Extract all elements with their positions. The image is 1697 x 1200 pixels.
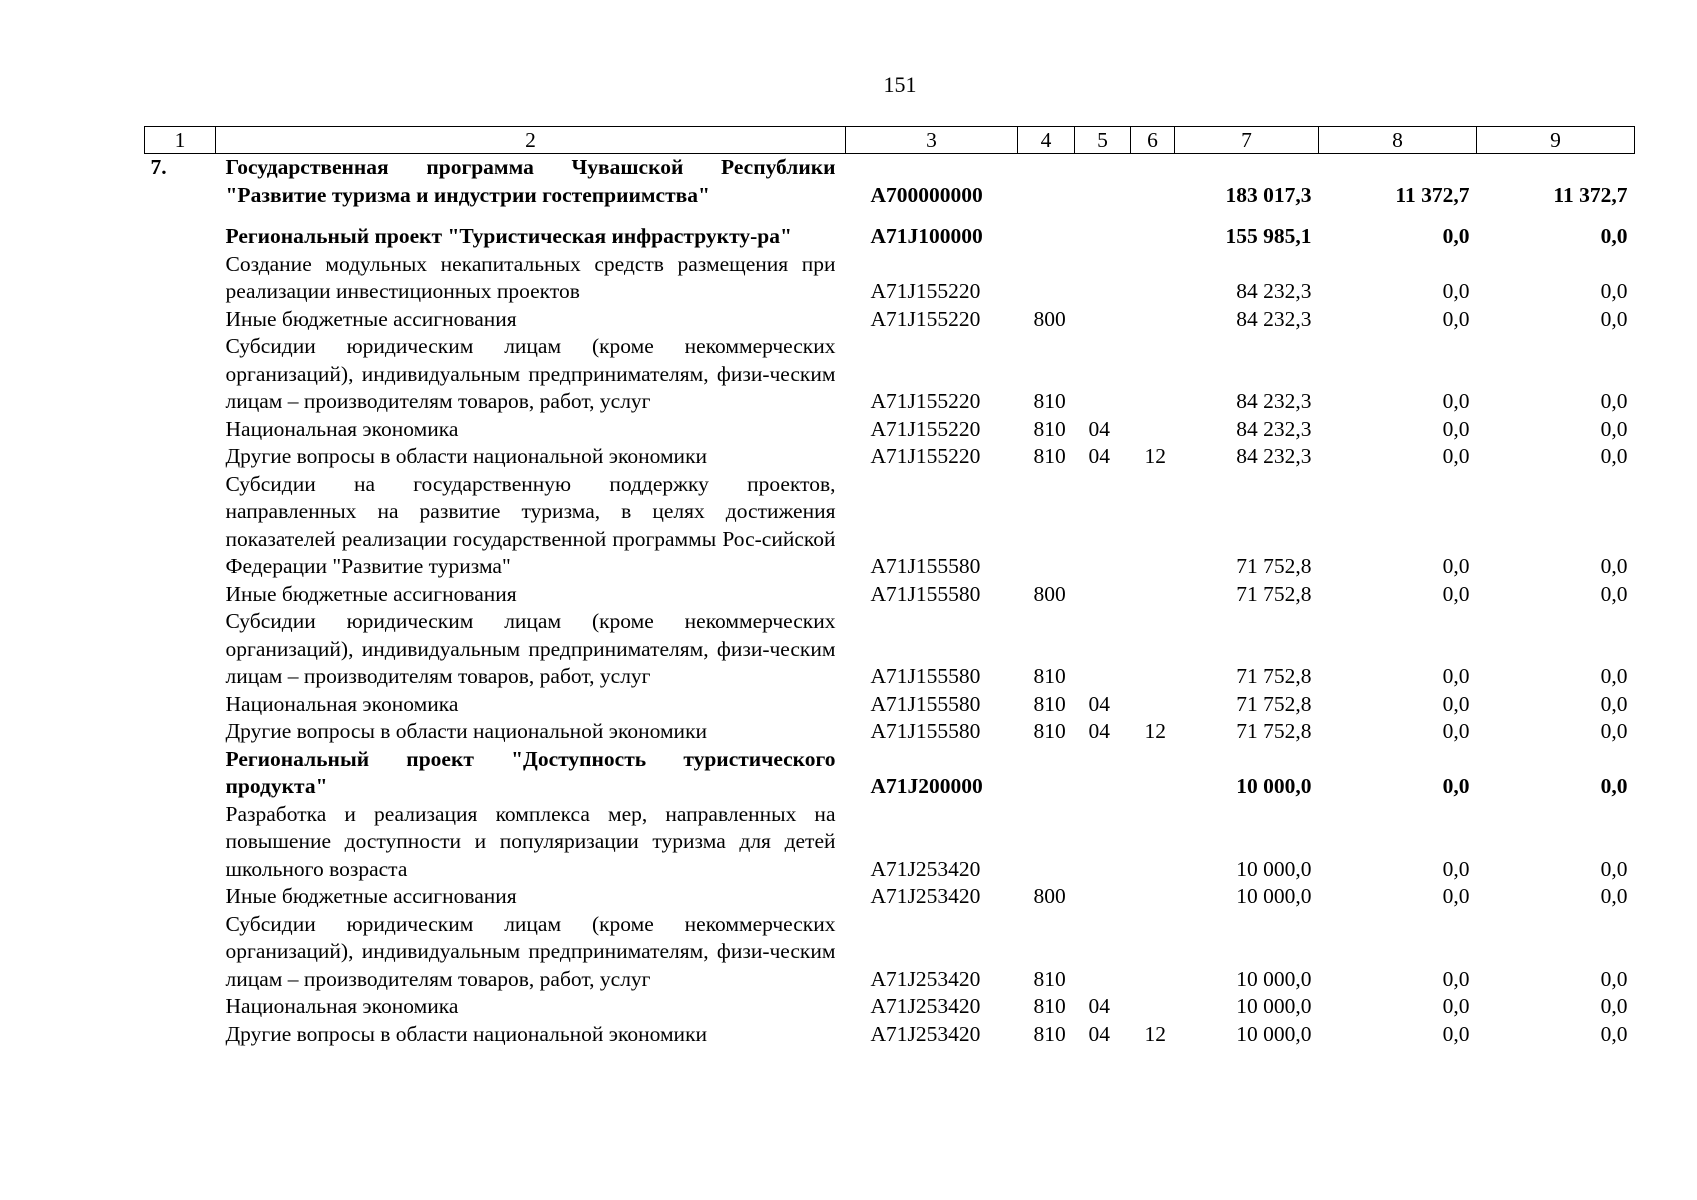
subsection-cell: 12 — [1144, 1021, 1166, 1046]
item-name-cell: Другие вопросы в области национальной экономики — [225, 719, 708, 743]
amount-col9-cell: 0,0 — [1600, 444, 1628, 468]
target-article-cell: А71J155220 — [870, 444, 981, 468]
spacer-cell — [145, 209, 1635, 223]
item-name-cell: Субсидии юридическим лицам (кроме некоммерческих организаций), индивидуальным предпринимателям, физи-ческим лицам – производителям товаров, работ, услуг — [225, 911, 836, 991]
target-article-cell: А71J253420 — [870, 994, 981, 1018]
header-cell: 4 — [1018, 127, 1075, 154]
target-article-cell: А71J155220 — [870, 306, 981, 331]
item-name-cell: Субсидии юридическим лицам (кроме некоммерческих организаций), индивидуальным предпринимателям, физи-ческим лицам – производителям товаров, работ, услуг — [225, 334, 836, 413]
row-number-cell — [145, 306, 216, 334]
amount-col9-cell: 0,0 — [1600, 554, 1628, 578]
header-cell: 5 — [1075, 127, 1131, 154]
amount-col9-cell: 0,0 — [1600, 774, 1628, 798]
item-name-cell: Иные бюджетные ассигнования — [225, 884, 517, 908]
amount-col7-cell: 71 752,8 — [1236, 719, 1312, 743]
section-cell — [1075, 581, 1131, 609]
header-cell: 2 — [216, 127, 846, 154]
target-article-cell: А71J200000 — [870, 774, 983, 798]
amount-col8-cell: 0,0 — [1442, 774, 1470, 798]
amount-col8-cell: 11 372,7 — [1395, 182, 1470, 207]
amount-col8-cell: 0,0 — [1442, 389, 1470, 413]
section-cell — [1075, 608, 1131, 691]
amount-col7-cell: 10 000,0 — [1236, 994, 1312, 1018]
expense-type-cell — [1018, 154, 1075, 210]
header-cell: 3 — [846, 127, 1018, 154]
amount-col8-cell: 0,0 — [1442, 856, 1470, 881]
target-article-cell: А71J155220 — [870, 389, 981, 413]
table-row — [145, 333, 1635, 416]
row-number-cell — [145, 746, 216, 801]
amount-col9-cell: 0,0 — [1600, 966, 1628, 991]
table-row — [145, 691, 1635, 719]
subsection-cell — [1131, 154, 1175, 210]
header-cell: 9 — [1477, 127, 1635, 154]
subsection-cell — [1131, 746, 1175, 801]
section-cell — [1075, 471, 1131, 581]
target-article-cell: А71J155220 — [870, 279, 981, 303]
table-row — [145, 801, 1635, 884]
expense-type-cell — [1018, 801, 1075, 884]
amount-col9-cell: 0,0 — [1600, 719, 1628, 743]
expense-type-cell: 810 — [1033, 966, 1066, 991]
row-number-cell — [145, 993, 216, 1021]
section-cell — [1075, 223, 1131, 251]
amount-col9-cell: 0,0 — [1600, 691, 1628, 716]
amount-col7-cell: 10 000,0 — [1236, 1021, 1312, 1046]
expense-type-cell: 810 — [1033, 994, 1066, 1018]
amount-col7-cell: 71 752,8 — [1236, 581, 1312, 606]
row-number-cell — [145, 416, 216, 444]
amount-col7-cell: 84 232,3 — [1236, 306, 1312, 331]
amount-col7-cell: 183 017,3 — [1225, 182, 1312, 207]
section-cell: 04 — [1088, 416, 1110, 441]
section-cell — [1075, 911, 1131, 994]
subsection-cell — [1131, 883, 1175, 911]
expense-type-cell — [1018, 471, 1075, 581]
subsection-cell — [1131, 691, 1175, 719]
table-row — [145, 471, 1635, 581]
amount-col9-cell: 0,0 — [1600, 306, 1628, 331]
section-cell: 04 — [1088, 719, 1110, 743]
subsection-cell — [1131, 911, 1175, 994]
amount-col8-cell: 0,0 — [1442, 1021, 1470, 1046]
amount-col8-cell: 0,0 — [1442, 966, 1470, 991]
amount-col8-cell: 0,0 — [1442, 444, 1470, 468]
expense-type-cell: 810 — [1033, 444, 1066, 468]
section-cell: 04 — [1088, 444, 1110, 468]
row-number-cell — [145, 718, 216, 746]
expense-type-cell: 810 — [1033, 416, 1066, 441]
subsection-cell — [1131, 471, 1175, 581]
amount-col7-cell: 84 232,3 — [1236, 389, 1312, 413]
amount-col7-cell: 10 000,0 — [1236, 966, 1312, 991]
amount-col9-cell: 0,0 — [1600, 884, 1628, 908]
amount-col7-cell: 10 000,0 — [1236, 884, 1312, 908]
section-cell — [1075, 154, 1131, 210]
section-cell — [1075, 801, 1131, 884]
page-number: 151 — [883, 72, 917, 97]
amount-col8-cell: 0,0 — [1442, 224, 1470, 248]
row-number-cell — [145, 251, 216, 306]
amount-col9-cell: 0,0 — [1600, 416, 1628, 441]
amount-col7-cell: 71 752,8 — [1236, 691, 1312, 716]
section-cell — [1075, 746, 1131, 801]
item-name-cell: Другие вопросы в области национальной экономики — [225, 444, 708, 468]
table-row — [145, 911, 1635, 994]
table-row — [145, 608, 1635, 691]
target-article-cell: А71J155580 — [870, 554, 981, 578]
amount-col9-cell: 0,0 — [1600, 664, 1628, 688]
header-cell: 7 — [1175, 127, 1319, 154]
subsection-cell — [1131, 581, 1175, 609]
amount-col7-cell: 84 232,3 — [1236, 416, 1312, 441]
amount-col8-cell: 0,0 — [1442, 416, 1470, 441]
amount-col9-cell: 0,0 — [1600, 581, 1628, 606]
row-number-cell — [145, 911, 216, 994]
subsection-cell — [1131, 251, 1175, 306]
subsection-cell: 12 — [1144, 444, 1166, 468]
amount-col9-cell: 0,0 — [1600, 1021, 1628, 1046]
row-number-cell — [145, 883, 216, 911]
expense-type-cell — [1018, 251, 1075, 306]
table-row — [145, 306, 1635, 334]
target-article-cell: А71J155580 — [870, 581, 981, 606]
subsection-cell — [1131, 608, 1175, 691]
expense-type-cell — [1018, 223, 1075, 251]
header-cell: 1 — [145, 127, 216, 154]
table-row — [145, 581, 1635, 609]
target-article-cell: А71J155580 — [870, 691, 981, 716]
item-name-cell: Национальная экономика — [225, 994, 459, 1018]
table-row — [145, 883, 1635, 911]
table-row — [145, 154, 1635, 210]
amount-col7-cell: 10 000,0 — [1236, 856, 1312, 881]
target-article-cell: А700000000 — [870, 182, 983, 207]
table-row — [145, 251, 1635, 306]
amount-col8-cell: 0,0 — [1442, 581, 1470, 606]
amount-col7-cell: 71 752,8 — [1236, 664, 1312, 688]
row-number-cell — [145, 333, 216, 416]
section-cell — [1075, 333, 1131, 416]
target-article-cell: А71J253420 — [870, 884, 981, 908]
section-cell — [1075, 306, 1131, 334]
spacer-row — [145, 209, 1635, 223]
amount-col9-cell: 0,0 — [1600, 389, 1628, 413]
amount-col8-cell: 0,0 — [1442, 279, 1470, 303]
subsection-cell — [1131, 333, 1175, 416]
section-cell — [1075, 883, 1131, 911]
row-number-cell — [145, 581, 216, 609]
amount-col7-cell: 10 000,0 — [1236, 774, 1312, 798]
table-body — [145, 154, 1635, 1049]
item-name-cell: Иные бюджетные ассигнования — [225, 306, 517, 331]
item-name-cell: Другие вопросы в области национальной экономики — [225, 1021, 708, 1046]
item-name-cell: Субсидии юридическим лицам (кроме некоммерческих организаций), индивидуальным предпринимателям, физи-ческим лицам – производителям товаров, работ, услуг — [225, 609, 836, 688]
expense-type-cell — [1018, 746, 1075, 801]
subsection-cell — [1131, 306, 1175, 334]
subsection-cell — [1131, 993, 1175, 1021]
expense-type-cell: 800 — [1033, 581, 1066, 606]
row-number-cell — [145, 691, 216, 719]
row-number-cell — [145, 223, 216, 251]
amount-col8-cell: 0,0 — [1442, 884, 1470, 908]
section-cell: 04 — [1088, 994, 1110, 1018]
expense-type-cell: 810 — [1033, 1021, 1066, 1046]
item-name-cell: Государственная программа Чувашской Республики "Развитие туризма и индустрии гостеприимства" — [225, 155, 836, 207]
row-number-cell — [145, 608, 216, 691]
subsection-cell — [1131, 801, 1175, 884]
expense-type-cell: 810 — [1033, 719, 1066, 743]
amount-col8-cell: 0,0 — [1442, 719, 1470, 743]
expense-type-cell: 810 — [1033, 389, 1066, 413]
amount-col7-cell: 155 985,1 — [1225, 224, 1312, 248]
item-name-cell: Иные бюджетные ассигнования — [225, 581, 517, 606]
expense-type-cell: 800 — [1033, 884, 1066, 908]
amount-col9-cell: 0,0 — [1600, 994, 1628, 1018]
expense-type-cell: 810 — [1033, 664, 1066, 688]
amount-col7-cell: 84 232,3 — [1236, 279, 1312, 303]
amount-col9-cell: 11 372,7 — [1553, 182, 1628, 207]
target-article-cell: А71J253420 — [870, 1021, 981, 1046]
amount-col9-cell: 0,0 — [1600, 856, 1628, 881]
section-cell: 04 — [1088, 691, 1110, 716]
amount-col9-cell: 0,0 — [1600, 279, 1628, 303]
item-name-cell: Национальная экономика — [225, 416, 459, 441]
amount-col8-cell: 0,0 — [1442, 994, 1470, 1018]
subsection-cell: 12 — [1144, 719, 1166, 743]
item-name-cell: Национальная экономика — [225, 691, 459, 716]
budget-table — [144, 126, 1635, 1048]
table-row — [145, 746, 1635, 801]
column-number-header — [145, 127, 1635, 154]
row-number-cell — [145, 443, 216, 471]
target-article-cell: А71J100000 — [870, 224, 983, 248]
expense-type-cell: 810 — [1033, 691, 1066, 716]
row-number-cell — [145, 471, 216, 581]
row-number-cell — [145, 1021, 216, 1049]
table-row — [145, 718, 1635, 746]
amount-col8-cell: 0,0 — [1442, 691, 1470, 716]
amount-col9-cell: 0,0 — [1600, 224, 1628, 248]
section-cell: 04 — [1088, 1021, 1110, 1046]
row-number-cell — [145, 801, 216, 884]
row-number-cell: 7. — [150, 155, 167, 179]
expense-type-cell: 800 — [1033, 306, 1066, 331]
table-row — [145, 993, 1635, 1021]
target-article-cell: А71J253420 — [870, 966, 981, 991]
item-name-cell: Субсидии на государственную поддержку проектов, направленных на развитие туризма, в целях достижения показателей реализации государственной программы Рос-сийской Федерации "Развитие туризма" — [225, 471, 836, 578]
item-name-cell: Региональный проект "Доступность туристического продукта" — [225, 746, 836, 798]
subsection-cell — [1131, 223, 1175, 251]
amount-col8-cell: 0,0 — [1442, 554, 1470, 578]
target-article-cell: А71J155580 — [870, 664, 981, 688]
amount-col7-cell: 71 752,8 — [1236, 554, 1312, 578]
item-name-cell: Разработка и реализация комплекса мер, направленных на повышение доступности и популяризации туризма для детей школьного возраста — [225, 801, 836, 881]
table-row — [145, 416, 1635, 444]
target-article-cell: А71J155580 — [870, 719, 981, 743]
header-cell: 8 — [1319, 127, 1477, 154]
section-cell — [1075, 251, 1131, 306]
table-row — [145, 443, 1635, 471]
table-row — [145, 1021, 1635, 1049]
amount-col8-cell: 0,0 — [1442, 664, 1470, 688]
table-row — [145, 223, 1635, 251]
target-article-cell: А71J155220 — [870, 416, 981, 441]
header-cell: 6 — [1131, 127, 1175, 154]
subsection-cell — [1131, 416, 1175, 444]
amount-col7-cell: 84 232,3 — [1236, 444, 1312, 468]
item-name-cell: Создание модульных некапитальных средств размещения при реализации инвестиционных проектов — [225, 251, 836, 303]
amount-col8-cell: 0,0 — [1442, 306, 1470, 331]
item-name-cell: Региональный проект "Туристическая инфраструкту-ра" — [225, 224, 792, 248]
target-article-cell: А71J253420 — [870, 856, 981, 881]
